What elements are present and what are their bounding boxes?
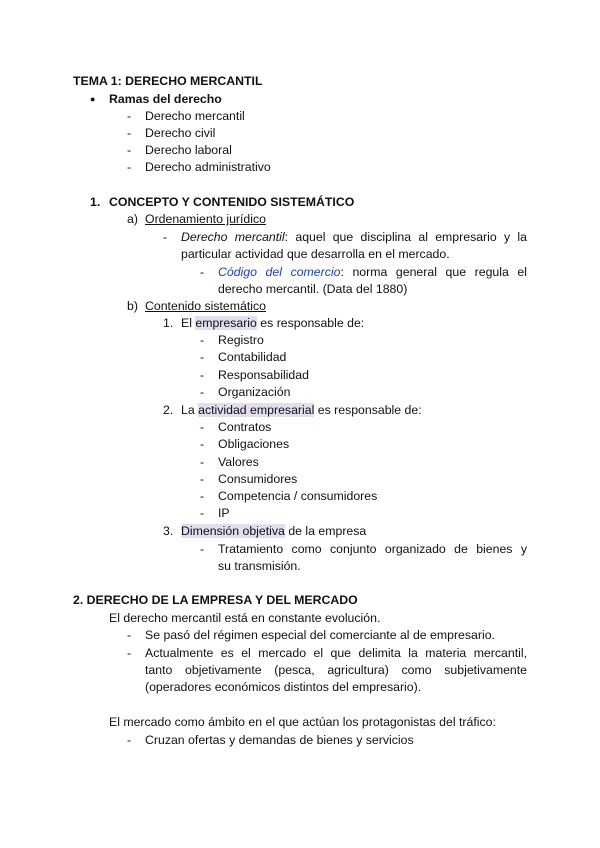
item3-sub-line-1: Tratamiento como conjunto organizado de bienes y — [218, 542, 527, 556]
item2-highlight: actividad empresarial — [198, 403, 315, 417]
item1-text — [181, 315, 364, 332]
definition-text: : aquel que disciplina al empresario y la — [284, 230, 528, 244]
subsection-a-marker: a) — [127, 212, 138, 226]
item1-number: 1. — [163, 316, 174, 330]
dash-icon: - — [127, 160, 132, 174]
subsection-b-marker: b) — [127, 299, 138, 313]
section2-bullet-1: Se pasó del régimen especial del comerciante al de empresario. — [145, 628, 495, 642]
item2-post: es responsable de: — [314, 403, 422, 417]
section1-number: 1. — [90, 195, 101, 209]
subsection-b-heading: Contenido sistemático — [145, 299, 266, 313]
dash-icon: - — [200, 455, 205, 469]
section2-bullet-2-line-1: Actualmente es el mercado el que delimita la materia mercantil, — [145, 646, 527, 660]
dash-icon: - — [200, 333, 205, 347]
dash-icon: - — [200, 368, 205, 382]
code-text: : norma general que regula el — [340, 265, 527, 279]
dash-icon: - — [200, 350, 205, 364]
code-line-2: derecho mercantil. (Data del 1880) — [218, 282, 408, 296]
dash-icon: - — [127, 143, 132, 157]
dash-icon: - — [127, 126, 132, 140]
item3-sub-line-2: su transmisión. — [218, 559, 301, 573]
bullet-icon: ● — [90, 94, 96, 104]
item2-sub: Obligaciones — [218, 437, 290, 451]
item2-sub: Competencia / consumidores — [218, 489, 378, 503]
document-title: TEMA 1: DERECHO MERCANTIL — [73, 74, 263, 88]
code-line-1 — [218, 264, 527, 281]
dash-icon: - — [200, 437, 205, 451]
item1-pre: El — [181, 316, 196, 330]
definition-term: Derecho mercantil — [181, 230, 285, 244]
definition-line-1 — [181, 229, 527, 246]
dash-icon: - — [200, 385, 205, 399]
ramas-item: Derecho administrativo — [145, 160, 271, 174]
item3-number: 3. — [163, 524, 174, 538]
subsection-a-heading: Ordenamiento jurídico — [145, 212, 266, 226]
code-term: Código del comercio — [218, 265, 341, 279]
dash-icon: - — [163, 230, 168, 244]
dash-icon: - — [127, 628, 132, 642]
item3-post: de la empresa — [284, 524, 367, 538]
dash-icon: - — [127, 646, 132, 660]
item2-sub: Consumidores — [218, 472, 298, 486]
ramas-heading: Ramas del derecho — [109, 92, 222, 106]
dash-icon: - — [127, 109, 132, 123]
section2-bullet-2-line-2: tanto objetivamente (pesca, agricultura) como subjetivamente — [145, 663, 527, 677]
section2-heading: 2. DERECHO DE LA EMPRESA Y DEL MERCADO — [73, 593, 358, 607]
item1-sub: Registro — [218, 333, 264, 347]
item2-sub: IP — [218, 506, 230, 520]
item2-sub: Contratos — [218, 420, 272, 434]
item1-sub: Organización — [218, 385, 291, 399]
item3-highlight: Dimensión objetiva — [181, 524, 285, 538]
item1-sub: Contabilidad — [218, 350, 287, 364]
item2-text — [181, 402, 422, 419]
item2-number: 2. — [163, 403, 174, 417]
definition-line-2: particular actividad que desarrolla en el mercado. — [181, 247, 450, 261]
dash-icon: - — [200, 420, 205, 434]
dash-icon: - — [200, 542, 205, 556]
item1-post: es responsable de: — [256, 316, 365, 330]
section2-intro: El derecho mercantil está en constante evolución. — [109, 611, 381, 625]
ramas-item: Derecho laboral — [145, 143, 232, 157]
item1-highlight: empresario — [195, 316, 257, 330]
item3-text — [181, 523, 366, 540]
dash-icon: - — [127, 733, 132, 747]
dash-icon: - — [200, 265, 205, 279]
section2-bullet-2-line-3: (operadores económicos distintos del empresario). — [145, 680, 422, 694]
ramas-item: Derecho mercantil — [145, 109, 245, 123]
ramas-item: Derecho civil — [145, 126, 216, 140]
dash-icon: - — [200, 472, 205, 486]
section2-paragraph: El mercado como ámbito en el que actúan los protagonistas del tráfico: — [109, 715, 496, 729]
item2-sub: Valores — [218, 455, 259, 469]
dash-icon: - — [200, 506, 205, 520]
item1-sub: Responsabilidad — [218, 368, 309, 382]
item2-pre: La — [181, 403, 199, 417]
dash-icon: - — [200, 489, 205, 503]
section1-heading: CONCEPTO Y CONTENIDO SISTEMÁTICO — [109, 195, 355, 209]
section2-bullet-3: Cruzan ofertas y demandas de bienes y servicios — [145, 733, 414, 747]
